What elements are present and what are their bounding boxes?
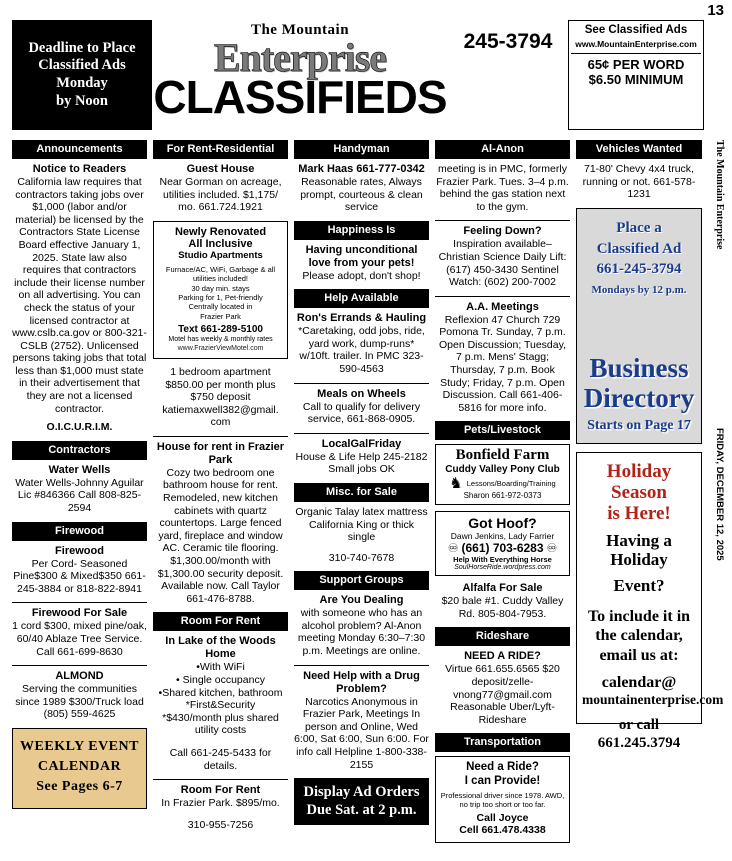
studio-utilities: Furnace/AC, WiFi, Garbage & all utilities included! <box>165 264 276 284</box>
rons-body: *Caretaking, odd jobs, ride, yard work, dump-runs* w/10ft. trailer. In PMC 323-590-4563 <box>298 325 425 376</box>
firewood2-body: 1 cord $300, mixed pine/oak, 60/40 Ablaze Tree Service. Call 661-699-8630 <box>12 620 147 658</box>
room-frazier-title: Room For Rent <box>180 784 261 797</box>
holiday-email-1[interactable]: calendar@ <box>601 673 677 691</box>
paper-name: Enterprise <box>213 35 387 80</box>
column-announcements <box>12 140 147 809</box>
holiday-email-2[interactable]: mountainenterprise.com <box>582 691 724 707</box>
house-frazier-body: Cozy two bedroom one bathroom house for rent. Remodeled, new kitchen cabinets with quartz countertops. Large fenced yard, fireplace and window AC. Ceramic tile flooring. $1,300.00/month with $1,300.00 security deposit. Available now. Call Taylor 661-476-8788. <box>157 466 284 605</box>
masthead <box>12 20 704 130</box>
joyce-line2: I can Provide! <box>464 774 541 787</box>
drug-title: Need Help with a Drug Problem? <box>303 669 420 695</box>
lake-woods-bullet-3: •Shared kitchen, bathroom <box>158 686 283 699</box>
misc-body: Organic Talay latex mattress California King or thick single <box>295 505 428 544</box>
joyce-line1: Need a Ride? <box>466 761 539 774</box>
aa-body: Reflexion 47 Church 729 Pomona Tr. Sunday, 7 p.m. Open Discussion; Tuesday, 7 p.m. Mens' Stagg; Thursday, 7 p.m. Book Study; Friday, 7 p.m. Open Discussion. Call 661-406-5816 for more info. <box>438 313 567 414</box>
ad-meals-on-wheels <box>294 388 429 426</box>
business-dir-line3: Starts on Page 17 <box>587 417 691 433</box>
studio-line3: Studio Apartments <box>178 250 263 262</box>
ad-guest-house <box>153 163 288 214</box>
farm-subtitle: Cuddy Valley Pony Club <box>445 464 560 476</box>
lake-woods-title: In Lake of the Woods Home <box>165 635 276 661</box>
title-block <box>152 20 448 130</box>
studio-location-2: Frazier Park <box>200 311 241 321</box>
lake-woods-bullet-4: *First&Security <box>185 699 256 712</box>
ad-firewood-2 <box>12 607 147 658</box>
joyce-call: Call Joyce <box>476 811 529 824</box>
header-handyman: Handyman <box>294 140 429 159</box>
calendar-ad-line3: See Pages 6-7 <box>36 779 123 795</box>
ad-display-ad-orders <box>294 778 429 825</box>
divider-rent-1 <box>153 436 288 437</box>
ad-need-a-ride-virtue <box>435 650 570 726</box>
studio-minstay: 30 day min. stays <box>191 283 250 293</box>
holiday-line4: Event? <box>613 575 665 595</box>
happiness-title: Having unconditional love from your pets! <box>305 243 418 269</box>
header-announcements: Announcements <box>12 140 147 159</box>
lake-woods-bullet-5: *$430/month plus shared utility costs <box>162 711 279 737</box>
meals-title: Meals on Wheels <box>317 387 406 400</box>
rate-box <box>568 20 704 130</box>
ad-bonfield-farm[interactable] <box>435 444 570 505</box>
lake-woods-bullet-1: •With WiFi <box>196 661 245 674</box>
firewood1-title: Firewood <box>55 544 104 557</box>
place-ad-line1: Place a <box>616 219 662 236</box>
deadline-line-4: by Noon <box>56 92 108 109</box>
header-for-rent-residential: For Rent-Residential <box>153 140 288 159</box>
ad-feeling-down <box>435 225 570 288</box>
feeling-title: Feeling Down? <box>463 225 542 238</box>
horseshoe-icon-right: ♾ <box>546 541 558 556</box>
ad-joyce-ride[interactable] <box>435 756 570 843</box>
farm-contact: Sharon 661-972-0373 <box>463 491 542 501</box>
calendar-ad-line2: CALENDAR <box>37 759 122 775</box>
ad-lake-of-the-woods <box>153 635 288 772</box>
page-number: 13 <box>707 2 724 19</box>
hoof-website[interactable]: SoulHorseRide.wordpress.com <box>454 564 551 572</box>
rate-box-line1: See Classified Ads <box>584 24 688 36</box>
divider-support-1 <box>294 665 429 666</box>
divider-c4-2 <box>435 296 570 297</box>
hoof-phone[interactable]: (661) 703-6283 <box>461 541 544 556</box>
header-contractors: Contractors <box>12 441 147 460</box>
notice-title: Notice to Readers <box>32 163 127 175</box>
ad-al-anon-pmc <box>435 163 570 213</box>
display-ad-line1: Display Ad Orders <box>303 784 420 801</box>
guest-house-title: Guest House <box>186 163 255 175</box>
header-firewood: Firewood <box>12 522 147 541</box>
place-ad-phone[interactable]: 661-245-3794 <box>596 261 682 278</box>
horseshoe-icon: ♾ <box>447 541 459 556</box>
header-transportation: Transportation <box>435 733 570 752</box>
ad-alfalfa-for-sale <box>435 582 570 620</box>
ad-misc-mattress <box>294 506 429 564</box>
ad-one-bedroom <box>153 366 288 429</box>
notice-body: California law requires that contractors taking jobs over $1,000 (labor and/or material) be licensed by the Contractors State License Board effective January 1, 2025. State law also requires that contractors include their license number on all advertising. You can check the status of your licensed contractor at www.cslb.ca.gov or 800-321-CSLB (2752). Unlicensed persons taking jobs that total less than $1,000 must state in their advertisement that they are not a licensed contractor. <box>12 175 147 415</box>
deadline-line-2: Classified Ads <box>38 57 126 74</box>
water-wells-body: Water Wells-Johnny Aguilar Lic #846366 Call 808-825-2594 <box>15 476 144 514</box>
business-dir-line1: Business <box>589 353 689 384</box>
al-anon-body: meeting is in PMC, formerly Frazier Park. Tues. 3–4 p.m. behind the gas station next to the gym. <box>436 163 569 213</box>
header-happiness-is: Happiness Is <box>294 221 429 240</box>
header-support-groups: Support Groups <box>294 571 429 590</box>
display-ad-line2: Due Sat. at 2 p.m. <box>306 802 417 819</box>
ad-room-frazier-park <box>153 784 288 831</box>
place-ad-line2: Classified Ad <box>596 240 682 257</box>
ad-vehicles-wanted <box>576 163 702 201</box>
joyce-phone[interactable]: Cell 661.478.4338 <box>459 824 546 837</box>
ad-water-wells <box>12 464 147 515</box>
almond-title: ALMOND <box>55 670 104 683</box>
ad-studio-apartments[interactable] <box>153 221 288 359</box>
rideshare-body: Virtue 661.655.6565 $20 deposit/zelle-vnong77@gmail.com Reasonable Uber/Lyft-Rideshare <box>445 663 560 726</box>
paper-kicker: The Mountain <box>250 22 350 38</box>
header-pets-livestock: Pets/Livestock <box>435 421 570 440</box>
ad-rons-errands <box>294 312 429 375</box>
ad-aa-meetings <box>435 301 570 415</box>
mark-haas-body: Reasonable rates, Always prompt, courteous & clean service <box>300 175 423 214</box>
header-vehicles-wanted: Vehicles Wanted <box>576 140 702 159</box>
ad-almond <box>12 670 147 721</box>
house-frazier-title: House for rent in Frazier Park <box>156 440 285 466</box>
holiday-line1: Holiday Season <box>606 460 672 504</box>
dealing-body: with someone who has an alcohol problem? Al-Anon meeting Monday 6:30–7:30 p.m. Meetings are online. <box>297 607 426 658</box>
alfalfa-title: Alfalfa For Sale <box>462 582 543 595</box>
column-for-rent <box>153 140 288 838</box>
divider-almond <box>12 665 147 666</box>
header-misc-for-sale: Misc. for Sale <box>294 483 429 502</box>
ad-place-a-classified[interactable] <box>576 208 702 444</box>
ad-firewood-1 <box>12 545 147 596</box>
ad-happiness <box>294 244 429 283</box>
business-dir-line2: Directory <box>583 382 695 413</box>
rideshare-title: NEED A RIDE? <box>464 650 541 663</box>
hoof-tagline: Help With Everything Horse <box>453 555 552 565</box>
deadline-box <box>12 20 152 130</box>
hoof-farrier-name: Dawn Jenkins, Lady Farrier <box>450 531 555 542</box>
holiday-line2: is Here! <box>607 503 671 525</box>
mark-haas-title[interactable]: Mark Haas 661-777-0342 <box>298 163 425 175</box>
meals-body: Call to qualify for delivery service, 661-868-0905. <box>302 400 421 426</box>
deadline-line-1: Deadline to Place <box>28 39 136 56</box>
horse-icon: ♞ <box>449 475 463 493</box>
header-rideshare: Rideshare <box>435 627 570 646</box>
almond-body: Serving the communities since 1989 $300/Truck load (805) 559-4625 <box>15 683 144 721</box>
local-title: LocalGalFriday <box>321 437 402 450</box>
firewood2-title: Firewood For Sale <box>31 607 128 620</box>
column-al-anon <box>435 140 570 843</box>
deadline-line-3: Monday <box>56 75 108 91</box>
firewood1-body: Per Cord- Seasoned Pine$300 & Mixed$350 661-245-3884 or 818-822-8941 <box>13 557 146 595</box>
feeling-body: Inspiration available– Christian Science Daily Lift: (617) 450-3430 Sentinel Watch: (602) 200-7002 <box>438 238 567 289</box>
header-help-available: Help Available <box>294 289 429 308</box>
ad-weekly-event-calendar[interactable] <box>12 728 147 809</box>
holiday-line6: the calendar, <box>595 627 683 645</box>
ad-local-gal-friday <box>294 438 429 476</box>
studio-rates: Motel has weekly & monthly rates <box>168 336 273 344</box>
masthead-phone <box>448 20 568 130</box>
masthead-phone-number: 245-3794 <box>463 30 553 53</box>
misc-phone[interactable]: 310-740-7678 <box>328 551 395 564</box>
ad-house-frazier-park <box>153 441 288 605</box>
divider-c4-1 <box>435 220 570 221</box>
studio-phone[interactable]: Text 661-289-5100 <box>178 324 263 336</box>
water-wells-title: Water Wells <box>48 463 111 476</box>
sidebar-brand: The Mountain Enterprise <box>714 140 725 250</box>
ad-narcotics-anonymous <box>294 670 429 772</box>
holiday-line3: Having a Holiday <box>606 530 672 570</box>
holiday-phone[interactable]: or call 661.245.3794 <box>597 717 681 752</box>
joyce-detail: Professional driver since 1978. AWD, no trip too short or too far. <box>440 790 565 809</box>
ad-al-anon-monday <box>294 594 429 657</box>
notice-footer: O.I.C.U.R.I.M. <box>46 421 113 434</box>
happiness-body: Please adopt, don't shop! <box>302 269 421 282</box>
rate-box-per-word: 65¢ PER WORD <box>587 56 685 72</box>
local-body: House & Life Help 245-2182 Small jobs OK <box>295 450 428 476</box>
hoof-title: Got Hoof? <box>468 515 537 532</box>
header-room-for-rent: Room For Rent <box>153 612 288 631</box>
studio-location-1: Centrally located in <box>188 302 253 312</box>
calendar-ad-line1: WEEKLY EVENT <box>20 738 139 754</box>
divider-firewood <box>12 602 147 603</box>
lake-woods-phone[interactable]: Call 661-245-5433 for details. <box>169 746 272 772</box>
column-handyman <box>294 140 429 825</box>
ad-mark-haas <box>294 163 429 214</box>
farm-name: Bonfield Farm <box>455 447 550 464</box>
aa-title: A.A. Meetings <box>466 300 539 313</box>
farm-services: Lessons/Boarding/Training <box>466 479 556 489</box>
holiday-line7: email us at: <box>599 646 679 664</box>
drug-body: Narcotics Anonymous in Frazier Park, Meetings In person and Online, Wed 6:00, Sat 6:00, Sun 6:00. For info call Helpline 1-800-338-2155 <box>294 695 429 771</box>
dealing-title: Are You Dealing <box>319 594 404 607</box>
divider-help-1 <box>294 383 429 384</box>
sidebar-date: FRIDAY, DECEMBER 12, 2025 <box>714 428 725 561</box>
holiday-line5: To include it in <box>587 608 691 626</box>
studio-parking: Parking for 1, Pet-friendly <box>178 293 263 303</box>
alfalfa-body: $20 bale #1. Cuddy Valley Rd. 805-804-7953. <box>441 595 564 620</box>
notice-to-readers <box>12 163 147 434</box>
room-frazier-phone[interactable]: 310-955-7256 <box>187 818 254 831</box>
rate-box-divider <box>571 53 701 54</box>
section-title: CLASSIFIEDS <box>153 71 447 123</box>
studio-line2: All Inclusive <box>188 238 253 251</box>
divider-rent-2 <box>153 779 288 780</box>
vehicles-body: 71-80' Chevy 4x4 truck, running or not. 661-578-1231 <box>582 163 696 201</box>
sidebar-strip <box>710 138 730 854</box>
rate-box-website[interactable]: www.MountainEnterprise.com <box>575 38 697 49</box>
studio-line1: Newly Renovated <box>174 225 267 238</box>
divider-help-2 <box>294 433 429 434</box>
room-frazier-body: In Frazier Park. $895/mo. <box>161 797 280 810</box>
lake-woods-bullet-2: • Single occupancy <box>176 673 265 686</box>
header-al-anon: Al-Anon <box>435 140 570 159</box>
place-ad-deadline: Mondays by 12 p.m. <box>591 284 687 297</box>
guest-house-body: Near Gorman on acreage, utilities included. $1,175/ mo. 661.724.1921 <box>159 175 282 214</box>
ad-got-hoof[interactable] <box>435 511 570 576</box>
one-bedroom-body: 1 bedroom apartment $850.00 per month plus $750 deposit katiemaxwell382@gmail. com <box>162 365 279 429</box>
studio-website[interactable]: www.FrazierViewMotel.com <box>177 344 264 352</box>
rons-title: Ron's Errands & Hauling <box>296 312 427 325</box>
rate-box-minimum: $6.50 MINIMUM <box>588 72 684 88</box>
